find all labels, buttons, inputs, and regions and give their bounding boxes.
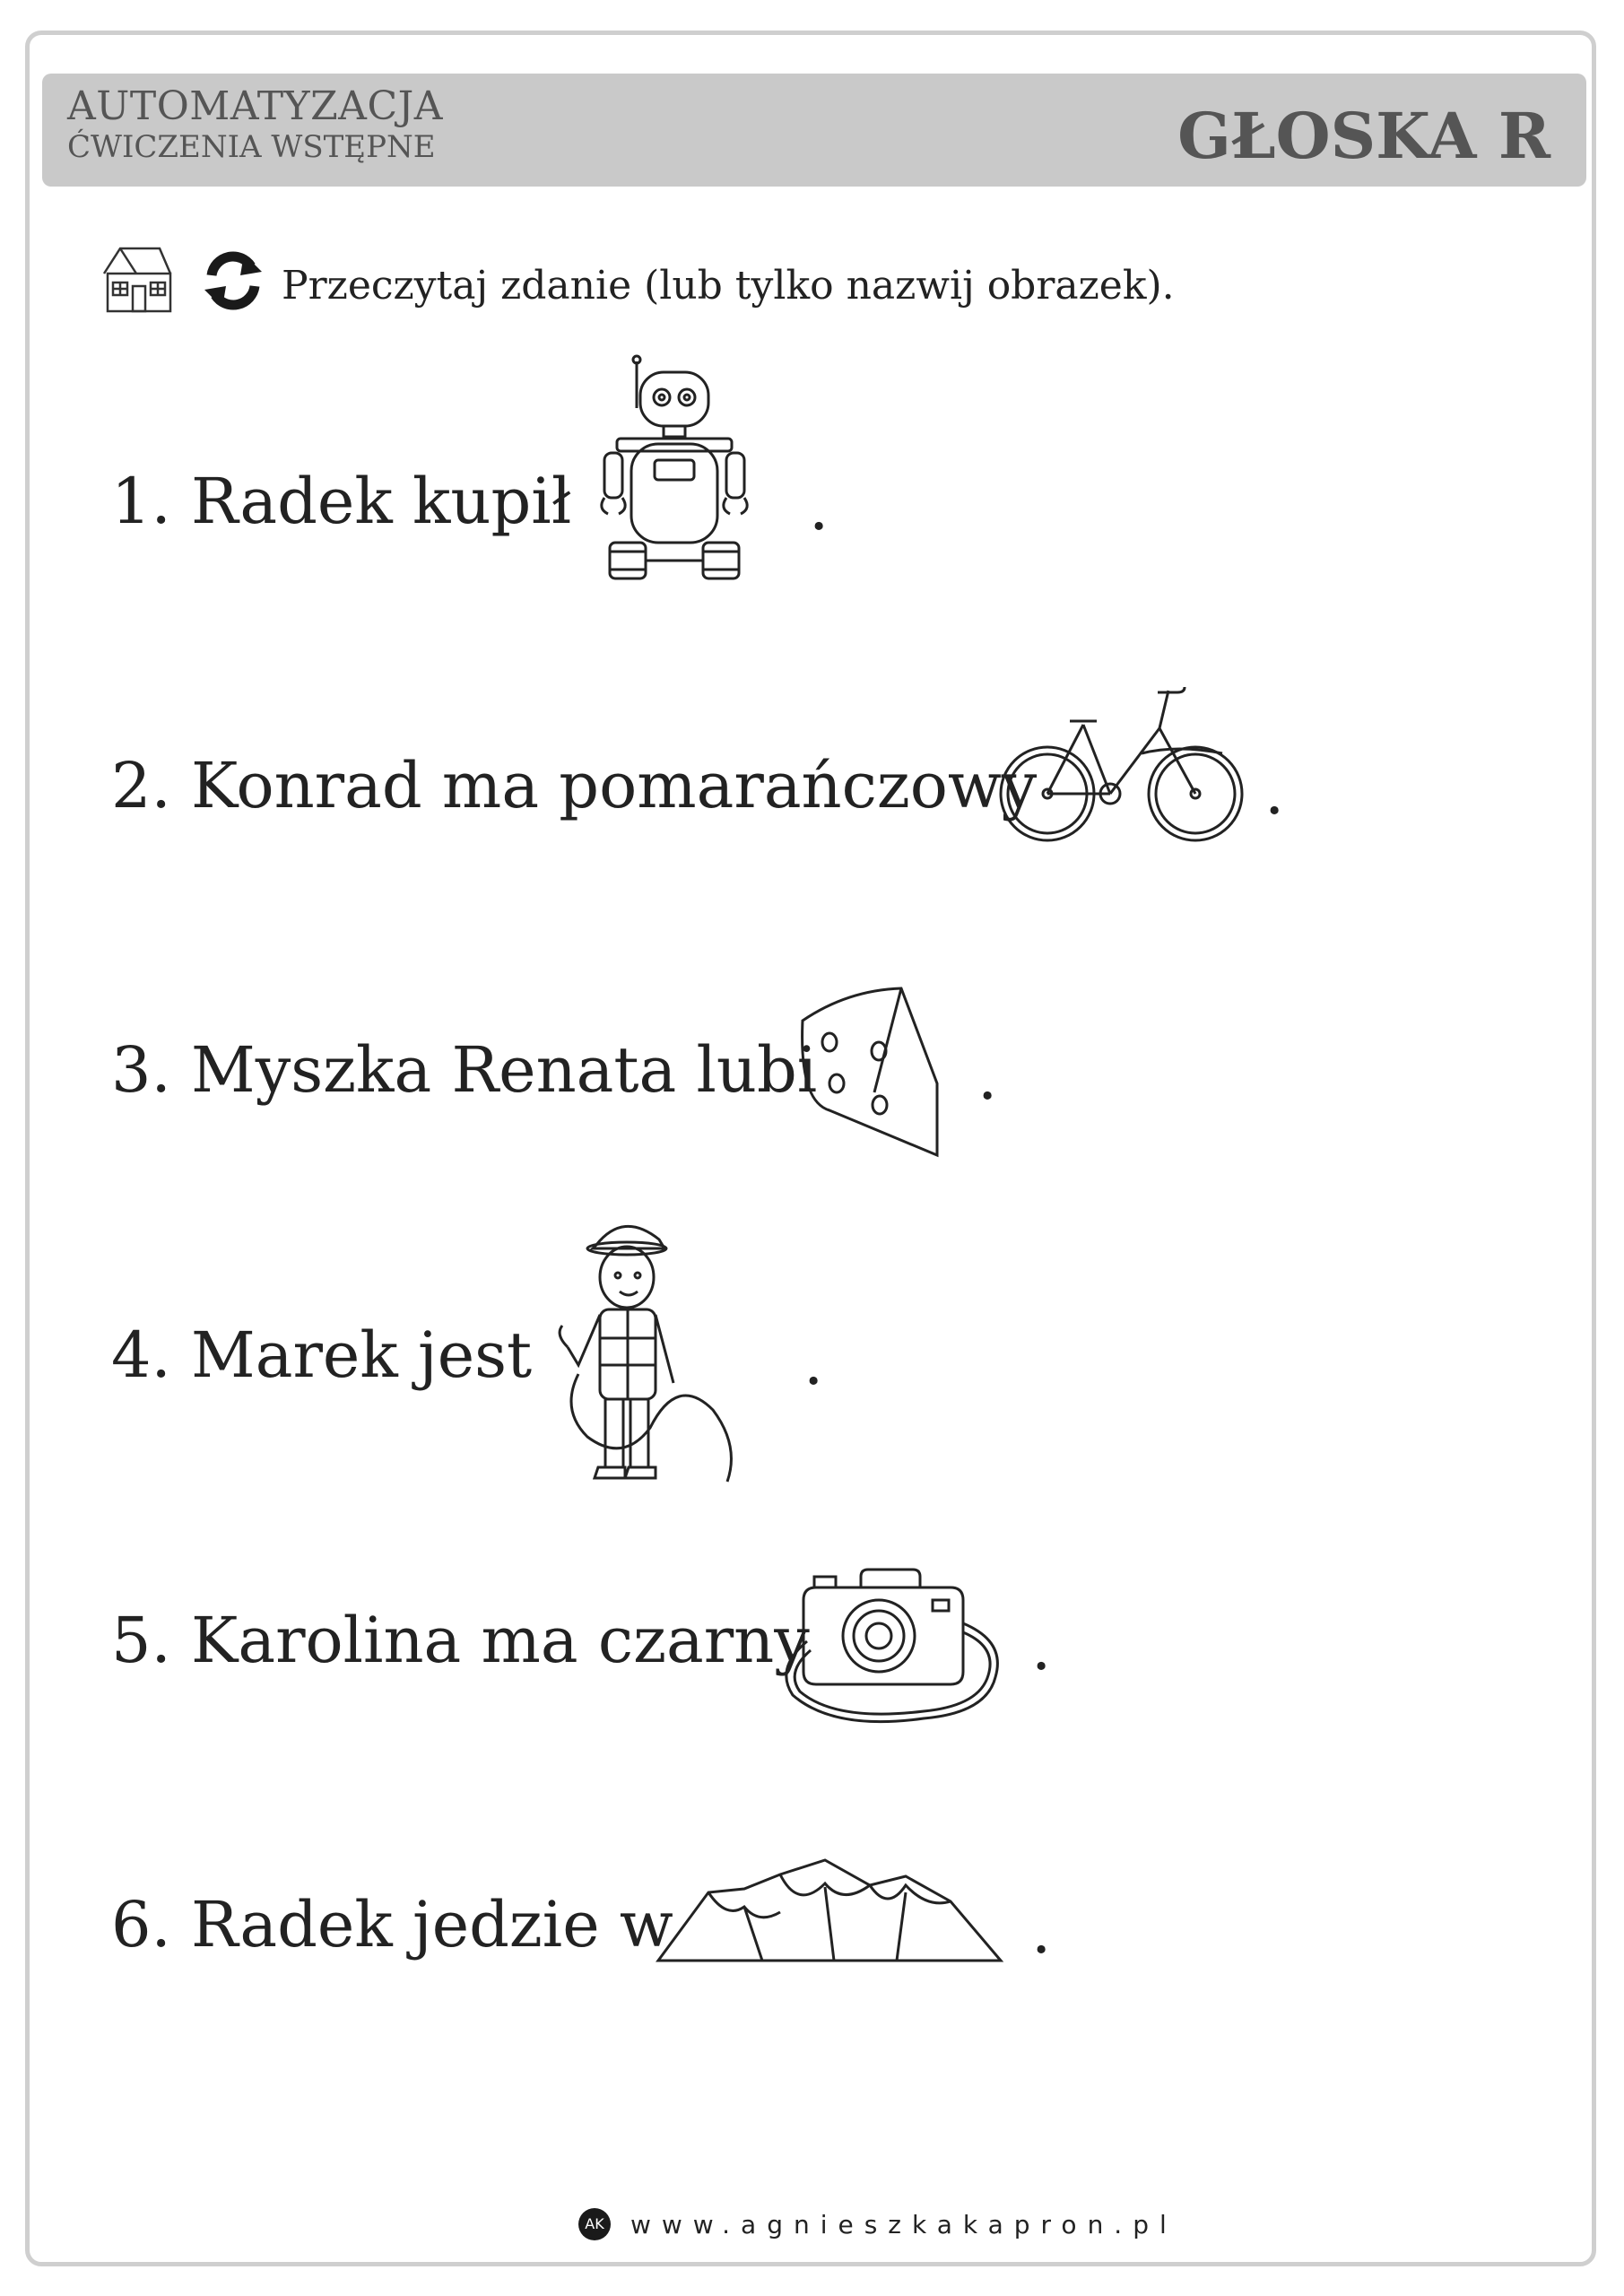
instruction-text: Przeczytaj zdanie (lub tylko nazwij obrazek). bbox=[282, 263, 1175, 309]
mountains-picture bbox=[655, 1857, 1004, 1964]
header-bar bbox=[42, 74, 1586, 187]
camera-picture bbox=[780, 1561, 1013, 1731]
header-title bbox=[67, 84, 443, 165]
instruction-row bbox=[100, 238, 1356, 318]
sentence-5-end: . bbox=[1031, 1611, 1052, 1684]
sentence-2: 2. Konrad ma pomarańczowy bbox=[111, 749, 1038, 822]
sentence-6-end: . bbox=[1031, 1894, 1052, 1968]
website-url[interactable]: www.agnieszkakapron.pl bbox=[630, 2210, 1177, 2239]
sentence-4: 4. Marek jest bbox=[111, 1318, 533, 1392]
sentence-4-end: . bbox=[803, 1326, 824, 1399]
author-logo: AK bbox=[578, 2208, 611, 2240]
repeat-cycle-icon bbox=[201, 248, 265, 313]
firefighter-picture bbox=[551, 1213, 740, 1491]
cheese-picture bbox=[794, 985, 946, 1164]
sentence-1: 1. Radek kupił bbox=[111, 465, 572, 538]
sentence-6: 6. Radek jedzie w bbox=[111, 1888, 673, 1961]
sentence-3: 3. Myszka Renata lubi bbox=[111, 1033, 818, 1107]
bicycle-picture bbox=[998, 682, 1249, 848]
sentence-3-end: . bbox=[977, 1040, 998, 1114]
house-icon bbox=[100, 241, 174, 315]
sentence-2-end: . bbox=[1264, 755, 1285, 829]
header-title-line1: AUTOMATYZACJA bbox=[67, 83, 444, 129]
footer bbox=[578, 2208, 1206, 2244]
header-title-line2: ĆWICZENIA WSTĘPNE bbox=[67, 129, 436, 165]
topic-title: GŁOSKA R bbox=[1177, 99, 1550, 173]
robot-picture bbox=[592, 354, 753, 583]
sentence-5: 5. Karolina ma czarny bbox=[111, 1604, 810, 1677]
sentence-1-end: . bbox=[809, 471, 829, 544]
